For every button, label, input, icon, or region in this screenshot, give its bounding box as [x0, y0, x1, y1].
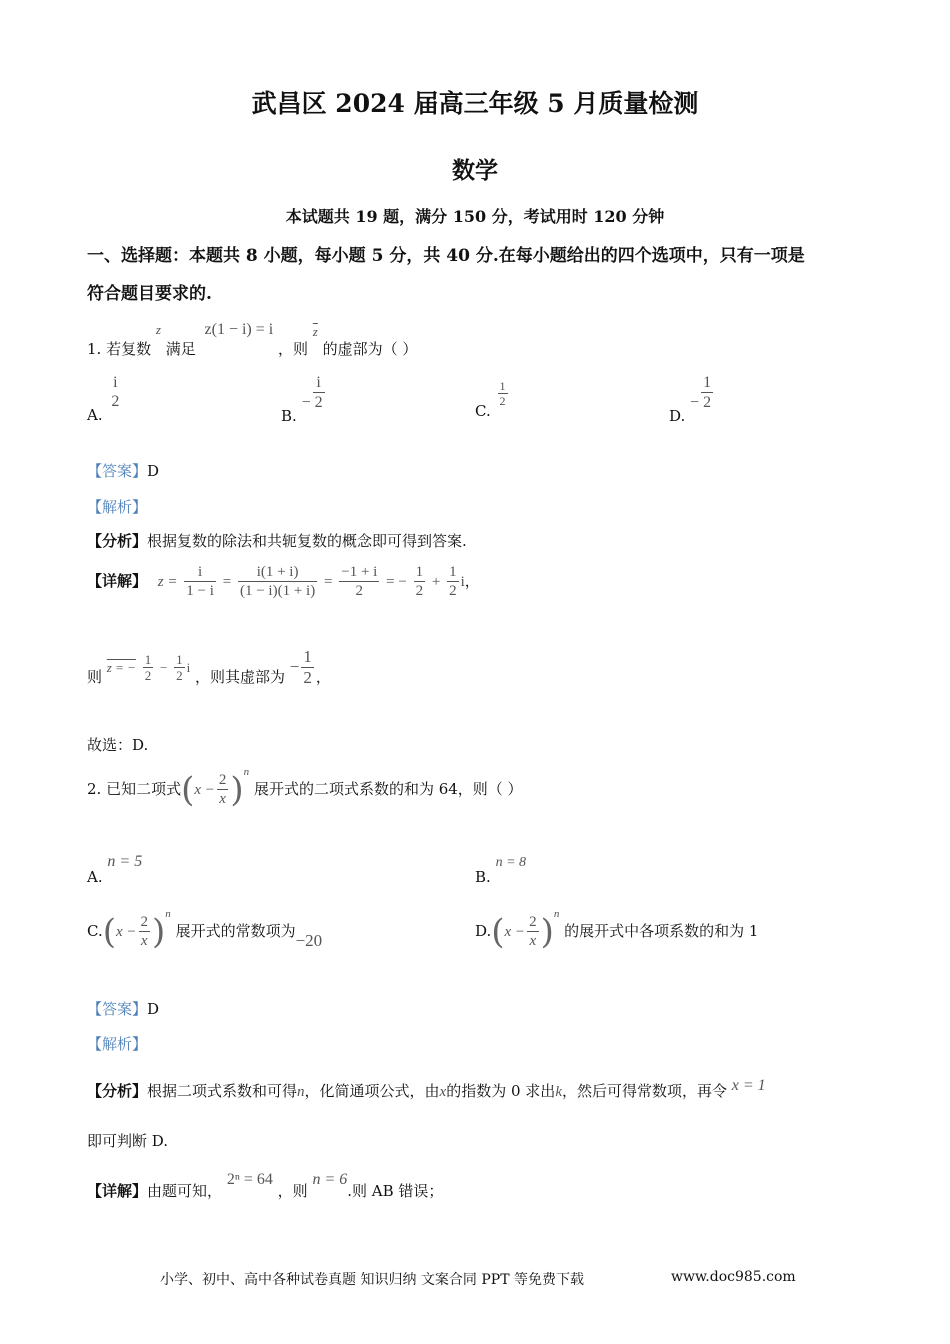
footer-url[interactable]: www.doc985.com	[671, 1269, 796, 1285]
q1-option-a: A. i 2	[87, 374, 120, 425]
section-heading-line1: 一、选择题：本题共 8 小题，每小题 5 分，共 40 分.在每小题给出的四个选项中，只有一项是	[87, 246, 805, 266]
q2-option-b: B. n = 8	[475, 855, 527, 886]
q2-option-c: C.(x − $\frac{2}{x}$ )$^n$ 展开式的常数项为−20	[87, 908, 323, 952]
footer-text: 小学、初中、高中各种试卷真题 知识归纳 文案合同 PPT 等免费下载	[160, 1272, 584, 1288]
q2-option-a: A. n = 5	[87, 853, 143, 886]
q1-option-d: D. − $\frac{1}{2}$	[669, 374, 712, 425]
q1-option-b: B. − $\frac{i}{2}$	[281, 374, 323, 425]
q1-var-z: z	[155, 322, 161, 337]
q2-detail: 【详解】由题可知， 2ⁿ = 64 ，则 n = 6.则 AB 错误；	[87, 1171, 444, 1200]
q1-detail: 【详解】 z = $\frac{i}{1 - i}$ = $\frac{i(1 + i)}{(1 - i)(1 + i)}$ = $\frac{-1 + i}{2}$ = − $\frac{1}{2}$ + $\frac{1}{2}$ i，	[87, 564, 480, 599]
section-heading-line2: 符合题目要求的.	[87, 284, 212, 304]
exam-info: 本试题共 19 题，满分 150 分，考试用时 120 分钟	[285, 207, 665, 226]
q1-fenxi: 【分析】根据复数的除法和共轭复数的概念即可得到答案.	[87, 532, 467, 550]
q2-fenxi: 【分析】根据二项式系数和可得n，化简通项公式，由x的指数为 0 求出k，然后可得常数项，再令 x = 1	[87, 1077, 766, 1100]
q2-analysis-tag: 【解析】	[87, 1035, 148, 1053]
q2-option-d: D.(x − $\frac{2}{x}$ )$^n$ 的展开式中各项系数的和为 1	[475, 908, 759, 952]
q1-option-c: C. $\frac{1}{2}$	[475, 379, 506, 421]
q1-conclusion: 故选：D.	[87, 736, 149, 754]
q2-fenxi-line2: 即可判断 D.	[87, 1132, 169, 1150]
q2-stem: 2. 已知二项式(x − $\frac{2}{x}$ )$^n$ 展开式的二项式系数的和为 64，则（ ）	[87, 766, 523, 810]
page-title: 武昌区 2024 届高三年级 5 月质量检测	[251, 89, 699, 118]
q1-stem: 1. 若复数 z 满足 z(1 − i) = i ，则 $\overline{z}$ 的虚部为（ ）	[87, 321, 418, 358]
q1-conjugate-line: 则 z = − $\frac{1}{2}$ − $\frac{1}{2}$ i ，则其虚部为 − $\frac{1}{2}$ ，	[87, 647, 331, 687]
q1-answer: 【答案】D	[87, 462, 160, 480]
subject-title: 数学	[452, 157, 498, 184]
q1-condition: z(1 − i) = i	[204, 321, 274, 338]
q2-answer: 【答案】D	[87, 1000, 160, 1018]
q1-zbar: $\overline{z}$	[312, 324, 318, 339]
q1-analysis-tag: 【解析】	[87, 498, 148, 516]
